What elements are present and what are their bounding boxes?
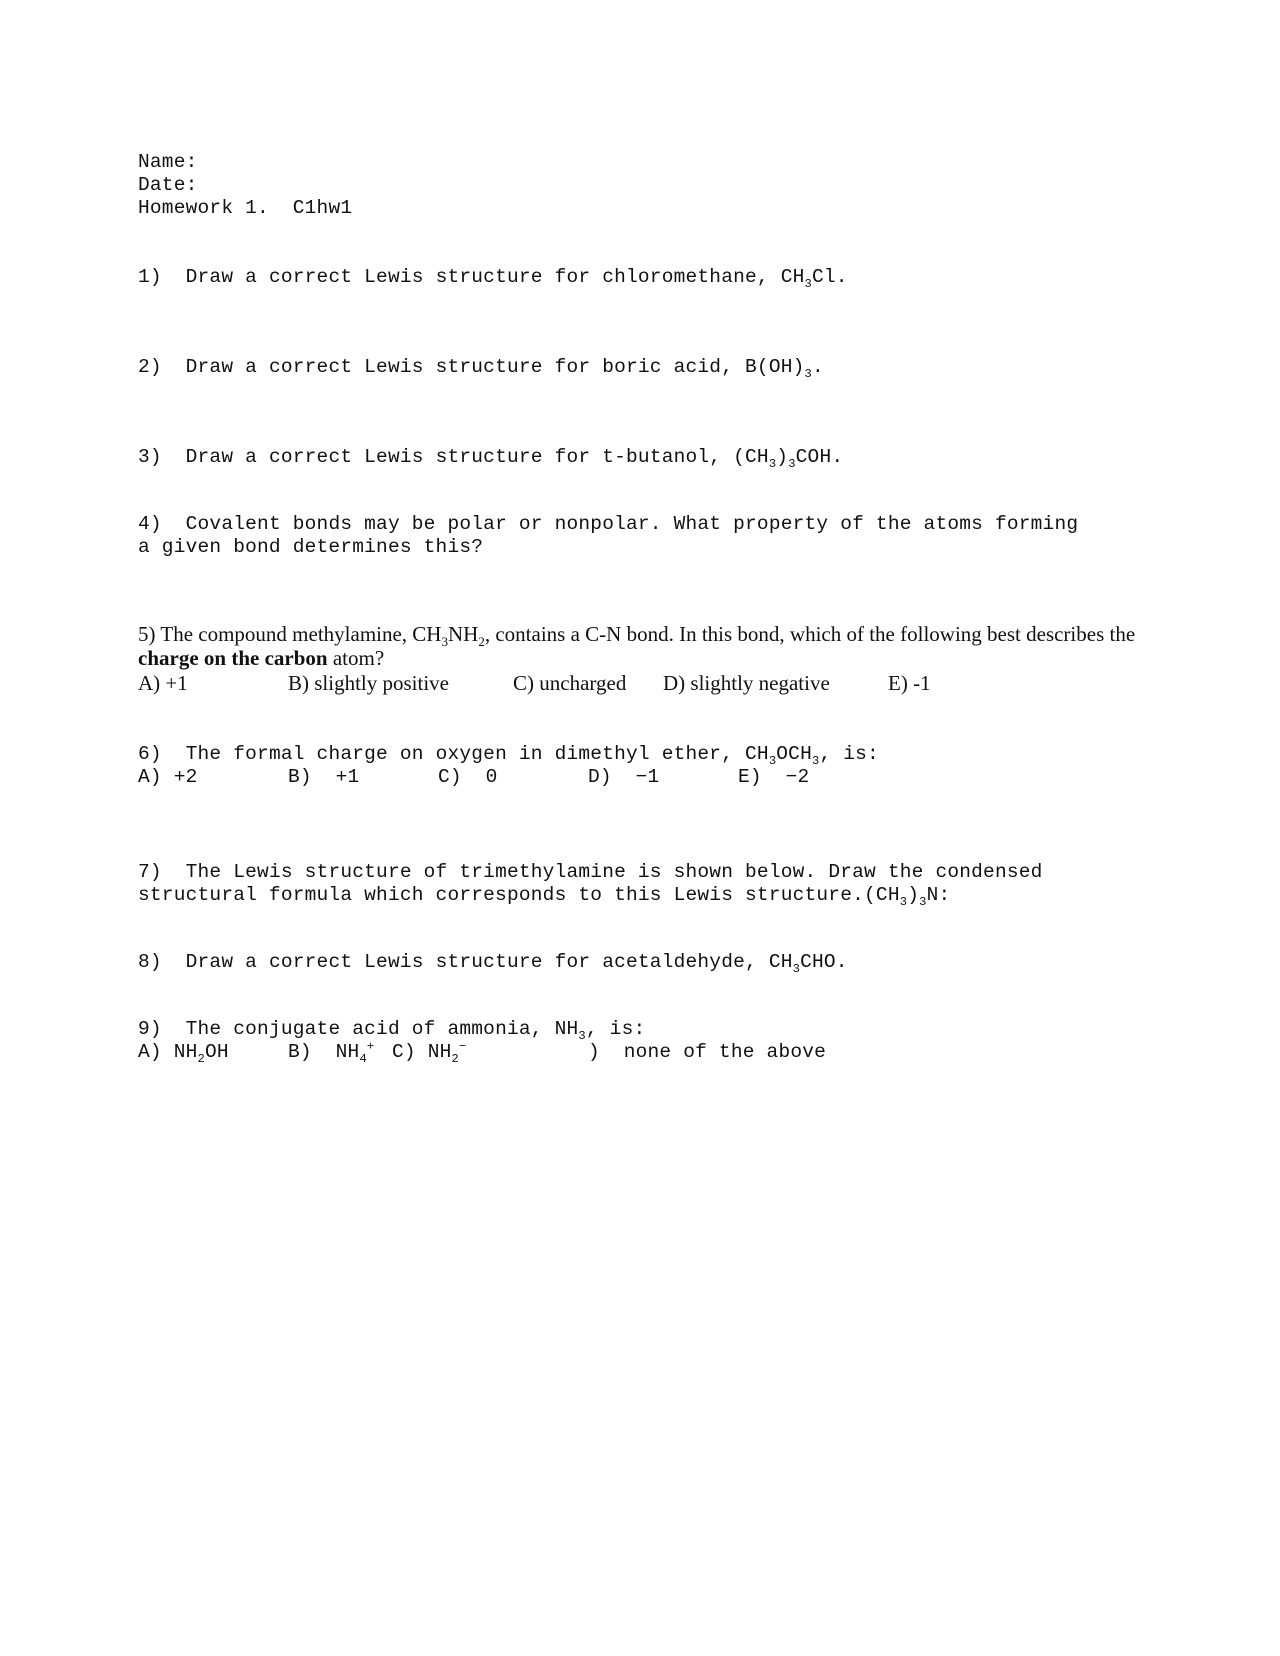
option-label: C) <box>392 1041 428 1063</box>
question-number: 7) <box>138 861 162 883</box>
formula-part: COH. <box>795 446 844 468</box>
date-label: Date: <box>138 174 198 196</box>
answer-option-d <box>588 1041 826 1063</box>
formula-subscript: 3 <box>788 456 796 471</box>
formula-part: CH <box>768 951 793 973</box>
question-number: 9) <box>138 1018 162 1040</box>
formula-part: NH <box>554 1018 579 1040</box>
formula-superscript: − <box>458 1039 467 1054</box>
question-text: 5) The compound methylamine, CH <box>138 622 442 646</box>
formula-part: B(OH) <box>745 356 805 378</box>
question-text: , is: <box>819 743 879 765</box>
formula-part: N: <box>926 884 951 906</box>
question-text: atom? <box>327 646 385 670</box>
homework-code: C1hw1 <box>292 197 353 219</box>
option-label: B) <box>288 1041 312 1063</box>
formula-part: (CH <box>864 884 900 906</box>
formula-part: NH <box>427 1041 452 1063</box>
formula-part: (CH <box>733 446 769 468</box>
emphasis-text: charge on the carbon <box>138 646 328 670</box>
formula-subscript: 4 <box>359 1051 367 1066</box>
answer-option-c: C) 0 <box>438 766 498 788</box>
formula-part: OH <box>204 1041 229 1063</box>
question-4-line-1 <box>138 513 1078 535</box>
answer-option-e: E) −2 <box>738 766 810 788</box>
formula-subscript: 3 <box>792 961 801 976</box>
name-label: Name: <box>138 151 198 173</box>
question-number: 6) <box>138 743 162 765</box>
question-text: , contains a C-N bond. In this bond, which of the following best describes the <box>484 622 1136 646</box>
formula-part: NH <box>335 1041 360 1063</box>
formula-subscript: 3 <box>919 894 927 909</box>
answer-option-a <box>138 1041 229 1066</box>
question-number: 4) <box>138 513 162 535</box>
question-text: Covalent bonds may be polar or nonpolar. What property of the atoms forming <box>185 513 1079 535</box>
formula-subscript: 3 <box>768 753 777 768</box>
question-text: structural formula which corresponds to this Lewis structure. <box>138 884 865 906</box>
answer-option-d: D) −1 <box>588 766 660 788</box>
homework-label: Homework 1. <box>138 197 269 219</box>
answer-option-b <box>288 1039 375 1066</box>
formula-part: CH <box>745 743 769 765</box>
option-label: ) <box>588 1041 600 1063</box>
question-text: Draw a correct Lewis structure for t-butanol, <box>185 446 734 468</box>
formula-subscript: 2 <box>197 1051 205 1066</box>
formula-subscript: 3 <box>812 753 820 768</box>
formula-superscript: + <box>366 1039 375 1054</box>
formula-part: Cl. <box>812 266 848 288</box>
question-5-line-2 <box>138 646 384 671</box>
option-label: A) <box>138 1041 174 1063</box>
question-5-line-1 <box>138 622 1136 650</box>
formula-subscript: 3 <box>578 1028 586 1043</box>
formula-part: NH <box>173 1041 198 1063</box>
question-7-line-2 <box>138 884 951 909</box>
formula-subscript: 3 <box>768 456 777 471</box>
question-3 <box>138 446 844 471</box>
question-number: 3) <box>138 446 162 468</box>
answer-option-a: A) +1 <box>138 671 188 695</box>
question-text: The formal charge on oxygen in dimethyl ether, <box>185 743 746 765</box>
homework-header <box>138 197 352 219</box>
question-6 <box>138 743 879 768</box>
question-text: Draw a correct Lewis structure for acetaldehyde, <box>185 951 769 973</box>
answer-option-b: B) +1 <box>288 766 360 788</box>
option-text: none of the above <box>623 1041 827 1063</box>
question-text: , is: <box>585 1018 646 1040</box>
formula-subscript: 3 <box>441 634 448 650</box>
formula-part: CHO. <box>800 951 848 973</box>
question-4-line-2: a given bond determines this? <box>138 536 484 558</box>
answer-option-b: B) slightly positive <box>288 671 450 695</box>
question-text: The Lewis structure of trimethylamine is shown below. Draw the condensed <box>185 861 1043 883</box>
answer-option-e: E) -1 <box>888 671 931 695</box>
formula-part: OCH <box>776 743 812 765</box>
formula-subscript: 3 <box>899 894 908 909</box>
answer-option-d: D) slightly negative <box>663 671 830 695</box>
answer-option-c <box>392 1039 467 1066</box>
question-text: Draw a correct Lewis structure for boric acid, <box>185 356 746 378</box>
question-text: The conjugate acid of ammonia, <box>185 1018 555 1040</box>
answer-option-a: A) +2 <box>138 766 198 788</box>
question-1 <box>138 266 848 291</box>
question-8 <box>138 951 848 976</box>
question-9 <box>138 1018 646 1043</box>
question-text: Draw a correct Lewis structure for chloromethane, <box>185 266 781 288</box>
question-7-line-1 <box>138 861 1043 883</box>
question-number: 1) <box>138 266 162 288</box>
formula-subscript: 3 <box>804 276 812 291</box>
formula-subscript: 2 <box>451 1051 459 1066</box>
formula-subscript: 2 <box>478 634 485 650</box>
formula-part: ) <box>776 446 789 468</box>
formula-subscript: 3 <box>804 366 812 381</box>
question-number: 8) <box>138 951 162 973</box>
formula-part: . <box>811 356 824 378</box>
answer-option-c: C) uncharged <box>513 671 627 695</box>
formula-part: ) <box>907 884 920 906</box>
formula-part: CH <box>780 266 805 288</box>
formula-part: NH <box>448 622 479 646</box>
question-2 <box>138 356 824 381</box>
question-number: 2) <box>138 356 162 378</box>
